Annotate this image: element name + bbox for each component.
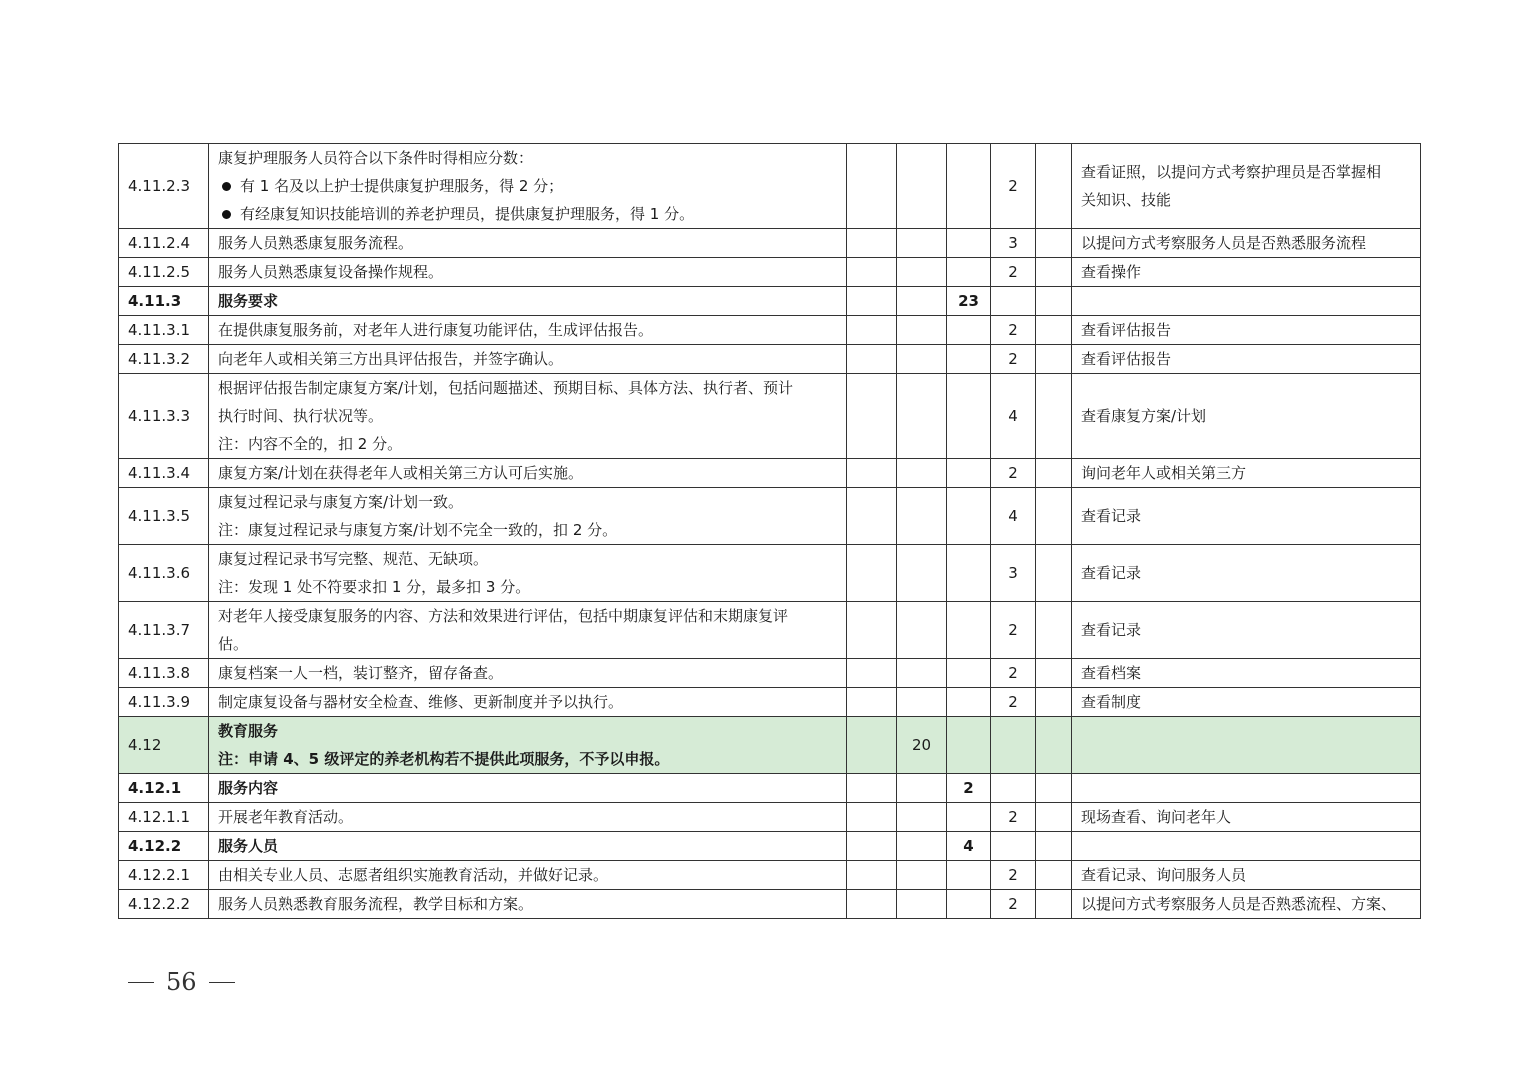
table-row (119, 717, 1421, 774)
value-cell-c2 (897, 659, 947, 688)
check-method-cell (1072, 459, 1421, 488)
check-method-cell (1072, 890, 1421, 919)
content-text: 向老年人或相关第三方出具评估报告，并签字确认。 (218, 350, 564, 368)
score-cell: 2 (991, 688, 1036, 717)
content-text: 对老年人接受康复服务的内容、方法和效果进行评估，包括中期康复评估和末期康复评 (218, 607, 789, 625)
item-id-cell: 4.12.2 (119, 832, 209, 861)
value-cell-c3 (947, 688, 991, 717)
content-line (218, 688, 837, 716)
table-row (119, 287, 1421, 316)
method-line: 查看康复方案/计划 (1081, 407, 1207, 425)
item-id-cell: 4.12 (119, 717, 209, 774)
value-cell-c1 (847, 316, 897, 345)
content-line (218, 545, 837, 573)
check-method-cell (1072, 659, 1421, 688)
value-cell-c3 (947, 316, 991, 345)
method-line: 查看评估报告 (1081, 321, 1172, 339)
bullet-icon (222, 182, 231, 191)
item-content-cell (209, 144, 847, 229)
value-cell-c1 (847, 488, 897, 545)
check-method-cell (1072, 488, 1421, 545)
content-line (218, 430, 837, 458)
value-cell-c3 (947, 144, 991, 229)
method-line: 以提问方式考察服务人员是否熟悉服务流程 (1081, 234, 1367, 252)
score-cell: 2 (991, 459, 1036, 488)
check-method-cell (1072, 717, 1421, 774)
value-cell-c5 (1036, 459, 1072, 488)
content-text: 制定康复设备与器材安全检查、维修、更新制度并予以执行。 (218, 693, 624, 711)
table-row (119, 258, 1421, 287)
content-line (218, 200, 837, 228)
scoring-table (118, 143, 1421, 919)
value-cell-c2 (897, 832, 947, 861)
value-cell-c1 (847, 688, 897, 717)
value-cell-c1 (847, 832, 897, 861)
method-line: 查看操作 (1081, 263, 1142, 281)
value-cell-c2 (897, 488, 947, 545)
content-text: 服务人员熟悉康复服务流程。 (218, 234, 414, 252)
content-line (218, 745, 837, 773)
content-line (218, 602, 837, 630)
method-line: 查看记录 (1081, 621, 1142, 639)
value-cell-c1 (847, 545, 897, 602)
content-text: 康复过程记录书写完整、规范、无缺项。 (218, 550, 489, 568)
value-cell-c1 (847, 287, 897, 316)
content-line (218, 832, 837, 860)
item-content-cell (209, 688, 847, 717)
value-cell-c1 (847, 374, 897, 459)
content-line (218, 172, 837, 200)
value-cell-c5 (1036, 144, 1072, 229)
content-text: 注：发现 1 处不符要求扣 1 分，最多扣 3 分。 (218, 578, 531, 596)
score-cell: 2 (991, 861, 1036, 890)
value-cell-c1 (847, 717, 897, 774)
score-cell: 3 (991, 545, 1036, 602)
item-content-cell (209, 488, 847, 545)
value-cell-c3: 2 (947, 774, 991, 803)
score-cell: 2 (991, 659, 1036, 688)
item-content-cell (209, 659, 847, 688)
score-cell: 2 (991, 890, 1036, 919)
table-row (119, 861, 1421, 890)
score-cell (991, 717, 1036, 774)
value-cell-c5 (1036, 229, 1072, 258)
value-cell-c2 (897, 374, 947, 459)
content-text: 由相关专业人员、志愿者组织实施教育活动，并做好记录。 (218, 866, 609, 884)
value-cell-c3 (947, 659, 991, 688)
value-cell-c3 (947, 459, 991, 488)
value-cell-c2 (897, 890, 947, 919)
method-line: 查看制度 (1081, 693, 1142, 711)
value-cell-c2: 20 (897, 717, 947, 774)
value-cell-c2 (897, 258, 947, 287)
value-cell-c2 (897, 144, 947, 229)
value-cell-c2 (897, 602, 947, 659)
value-cell-c5 (1036, 345, 1072, 374)
content-text: 有 1 名及以上护士提供康复护理服务，得 2 分； (240, 177, 564, 195)
value-cell-c3 (947, 345, 991, 374)
check-method-cell (1072, 374, 1421, 459)
score-cell (991, 774, 1036, 803)
check-method-cell (1072, 316, 1421, 345)
content-line (218, 374, 837, 402)
content-text: 服务内容 (218, 779, 279, 797)
content-line (218, 287, 837, 315)
item-content-cell (209, 774, 847, 803)
value-cell-c2 (897, 459, 947, 488)
bullet-icon (222, 210, 231, 219)
method-line: 查看评估报告 (1081, 350, 1172, 368)
content-line (218, 229, 837, 257)
check-method-cell (1072, 229, 1421, 258)
content-line (218, 861, 837, 889)
value-cell-c2 (897, 316, 947, 345)
value-cell-c5 (1036, 602, 1072, 659)
table-row (119, 803, 1421, 832)
content-text: 注：康复过程记录与康复方案/计划不完全一致的，扣 2 分。 (218, 521, 618, 539)
score-cell: 2 (991, 345, 1036, 374)
value-cell-c5 (1036, 688, 1072, 717)
item-id-cell: 4.12.1.1 (119, 803, 209, 832)
item-id-cell: 4.11.3.8 (119, 659, 209, 688)
value-cell-c2 (897, 545, 947, 602)
item-id-cell: 4.11.2.5 (119, 258, 209, 287)
value-cell-c5 (1036, 803, 1072, 832)
item-id-cell: 4.11.3.3 (119, 374, 209, 459)
item-content-cell (209, 861, 847, 890)
value-cell-c1 (847, 459, 897, 488)
value-cell-c5 (1036, 545, 1072, 602)
check-method-cell (1072, 832, 1421, 861)
method-line: 查看档案 (1081, 664, 1142, 682)
item-content-cell (209, 229, 847, 258)
method-line: 查看记录 (1081, 507, 1142, 525)
table-row (119, 488, 1421, 545)
content-line (218, 516, 837, 544)
content-line (218, 774, 837, 802)
content-line (218, 345, 837, 373)
value-cell-c1 (847, 258, 897, 287)
content-line (218, 258, 837, 286)
content-text: 开展老年教育活动。 (218, 808, 354, 826)
content-text: 执行时间、执行状况等。 (218, 407, 384, 425)
value-cell-c1 (847, 774, 897, 803)
item-id-cell: 4.11.3.7 (119, 602, 209, 659)
item-content-cell (209, 459, 847, 488)
footer-dash-right (209, 982, 235, 983)
table-row (119, 602, 1421, 659)
item-content-cell (209, 602, 847, 659)
score-cell: 2 (991, 316, 1036, 345)
content-line (218, 630, 837, 658)
score-cell: 4 (991, 374, 1036, 459)
value-cell-c3 (947, 890, 991, 919)
content-line (218, 659, 837, 687)
item-id-cell: 4.12.2.1 (119, 861, 209, 890)
content-text: 注：申请 4、5 级评定的养老机构若不提供此项服务，不予以申报。 (218, 750, 670, 768)
item-content-cell (209, 717, 847, 774)
value-cell-c1 (847, 803, 897, 832)
value-cell-c1 (847, 659, 897, 688)
value-cell-c1 (847, 345, 897, 374)
value-cell-c2 (897, 287, 947, 316)
value-cell-c5 (1036, 890, 1072, 919)
method-line: 查看记录、询问服务人员 (1081, 866, 1247, 884)
table-row (119, 229, 1421, 258)
page-number: 56 (166, 968, 197, 996)
content-text: 估。 (218, 635, 249, 653)
table-row (119, 459, 1421, 488)
check-method-cell (1072, 545, 1421, 602)
value-cell-c3: 23 (947, 287, 991, 316)
method-line: 关知识、技能 (1081, 191, 1172, 209)
content-line (218, 144, 837, 172)
value-cell-c3 (947, 717, 991, 774)
table-row (119, 144, 1421, 229)
content-text: 根据评估报告制定康复方案/计划，包括问题描述、预期目标、具体方法、执行者、预计 (218, 379, 794, 397)
item-content-cell (209, 374, 847, 459)
method-line: 现场查看、询问老年人 (1081, 808, 1232, 826)
value-cell-c5 (1036, 374, 1072, 459)
value-cell-c1 (847, 861, 897, 890)
table-row (119, 774, 1421, 803)
check-method-cell (1072, 287, 1421, 316)
value-cell-c2 (897, 861, 947, 890)
check-method-cell (1072, 861, 1421, 890)
check-method-cell (1072, 345, 1421, 374)
content-text: 注：内容不全的，扣 2 分。 (218, 435, 403, 453)
content-line (218, 803, 837, 831)
check-method-cell (1072, 144, 1421, 229)
item-content-cell (209, 345, 847, 374)
check-method-cell (1072, 774, 1421, 803)
value-cell-c3 (947, 258, 991, 287)
item-content-cell (209, 316, 847, 345)
item-id-cell: 4.11.3.5 (119, 488, 209, 545)
score-cell: 2 (991, 803, 1036, 832)
content-text: 有经康复知识技能培训的养老护理员，提供康复护理服务，得 1 分。 (240, 205, 695, 223)
method-line: 以提问方式考察服务人员是否熟悉流程、方案、 (1081, 895, 1397, 913)
item-id-cell: 4.11.3.2 (119, 345, 209, 374)
content-text: 服务人员 (218, 837, 279, 855)
table-row (119, 545, 1421, 602)
value-cell-c5 (1036, 287, 1072, 316)
method-line: 查看记录 (1081, 564, 1142, 582)
content-line (218, 459, 837, 487)
page-footer (128, 968, 235, 996)
value-cell-c2 (897, 345, 947, 374)
value-cell-c5 (1036, 717, 1072, 774)
value-cell-c5 (1036, 316, 1072, 345)
table-row (119, 316, 1421, 345)
content-line (218, 573, 837, 601)
item-id-cell: 4.11.3.9 (119, 688, 209, 717)
table-row (119, 688, 1421, 717)
score-cell (991, 832, 1036, 861)
score-cell: 2 (991, 144, 1036, 229)
value-cell-c3 (947, 861, 991, 890)
item-id-cell: 4.12.1 (119, 774, 209, 803)
content-text: 教育服务 (218, 722, 279, 740)
item-id-cell: 4.11.2.3 (119, 144, 209, 229)
item-content-cell (209, 545, 847, 602)
value-cell-c3 (947, 488, 991, 545)
content-line (218, 402, 837, 430)
value-cell-c3: 4 (947, 832, 991, 861)
item-id-cell: 4.11.3.4 (119, 459, 209, 488)
content-line (218, 488, 837, 516)
content-line (218, 717, 837, 745)
item-id-cell: 4.11.3 (119, 287, 209, 316)
score-cell: 2 (991, 602, 1036, 659)
item-content-cell (209, 803, 847, 832)
value-cell-c2 (897, 688, 947, 717)
content-line (218, 890, 837, 918)
value-cell-c5 (1036, 258, 1072, 287)
score-cell: 2 (991, 258, 1036, 287)
item-content-cell (209, 258, 847, 287)
content-text: 康复过程记录与康复方案/计划一致。 (218, 493, 464, 511)
item-id-cell: 4.11.3.6 (119, 545, 209, 602)
table-row (119, 659, 1421, 688)
table-body (119, 144, 1421, 919)
value-cell-c1 (847, 602, 897, 659)
content-text: 服务要求 (218, 292, 279, 310)
value-cell-c5 (1036, 832, 1072, 861)
item-content-cell (209, 890, 847, 919)
check-method-cell (1072, 602, 1421, 659)
value-cell-c3 (947, 803, 991, 832)
value-cell-c3 (947, 374, 991, 459)
content-text: 服务人员熟悉康复设备操作规程。 (218, 263, 444, 281)
item-content-cell (209, 832, 847, 861)
score-cell: 4 (991, 488, 1036, 545)
score-cell (991, 287, 1036, 316)
method-line: 查看证照，以提问方式考察护理员是否掌握相 (1081, 163, 1382, 181)
value-cell-c5 (1036, 861, 1072, 890)
table-row (119, 374, 1421, 459)
content-text: 康复方案/计划在获得老年人或相关第三方认可后实施。 (218, 464, 584, 482)
content-line (218, 316, 837, 344)
content-text: 服务人员熟悉教育服务流程，教学目标和方案。 (218, 895, 534, 913)
value-cell-c2 (897, 803, 947, 832)
value-cell-c1 (847, 229, 897, 258)
content-text: 在提供康复服务前，对老年人进行康复功能评估，生成评估报告。 (218, 321, 654, 339)
value-cell-c5 (1036, 488, 1072, 545)
value-cell-c1 (847, 890, 897, 919)
value-cell-c3 (947, 602, 991, 659)
value-cell-c3 (947, 229, 991, 258)
item-content-cell (209, 287, 847, 316)
value-cell-c2 (897, 229, 947, 258)
check-method-cell (1072, 803, 1421, 832)
value-cell-c3 (947, 545, 991, 602)
value-cell-c5 (1036, 659, 1072, 688)
method-line: 询问老年人或相关第三方 (1081, 464, 1247, 482)
content-text: 康复护理服务人员符合以下条件时得相应分数： (218, 149, 534, 167)
table-row (119, 345, 1421, 374)
value-cell-c1 (847, 144, 897, 229)
score-cell: 3 (991, 229, 1036, 258)
item-id-cell: 4.11.2.4 (119, 229, 209, 258)
value-cell-c5 (1036, 774, 1072, 803)
content-text: 康复档案一人一档，装订整齐，留存备查。 (218, 664, 504, 682)
check-method-cell (1072, 688, 1421, 717)
item-id-cell: 4.12.2.2 (119, 890, 209, 919)
footer-dash-left (128, 982, 154, 983)
check-method-cell (1072, 258, 1421, 287)
table-row (119, 890, 1421, 919)
table-row (119, 832, 1421, 861)
value-cell-c2 (897, 774, 947, 803)
item-id-cell: 4.11.3.1 (119, 316, 209, 345)
